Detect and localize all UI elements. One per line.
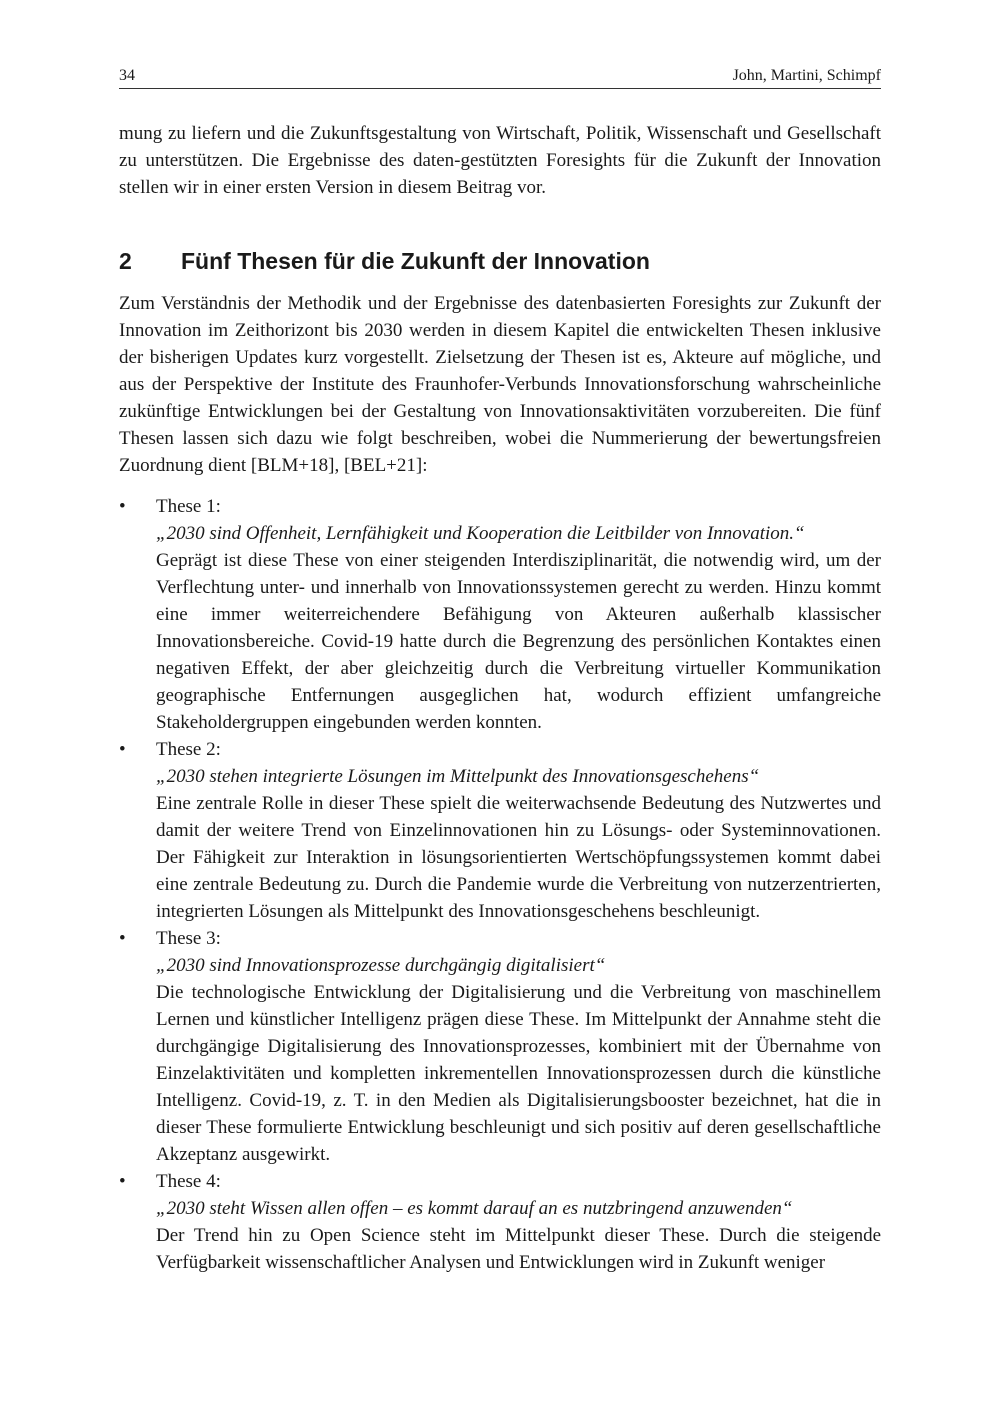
- page-number: 34: [119, 67, 135, 84]
- thesis-text: Geprägt ist diese These von einer steigenden Interdisziplinarität, die notwendig wird, um der Verflechtung unter- und innerhalb von Innovationssystemen gerecht zu werden. Hinzu kommt eine immer weiterreichendere Befähigung von Akteuren außerhalb klassischer Innovationsbereiche. Covid-19 hatte durch die Begrenzung des persönlichen Kontaktes einen negativen Effekt, der aber gleichzeitig durch die Verbreitung virtueller Kommunikation geographische Entfernungen ausgeglichen hat, wodurch effizient umfangreiche Stakeholdergruppen eingebunden werden konnten.: [156, 550, 881, 733]
- thesis-label: These 1:: [156, 496, 221, 517]
- bullet-icon: •: [119, 739, 126, 760]
- list-item-thesis-3: [119, 925, 881, 1168]
- thesis-quote: „2030 steht Wissen allen offen – es kommt darauf an es nutzbringend anzuwenden“: [156, 1198, 793, 1219]
- bullet-icon: •: [119, 496, 126, 517]
- list-item-thesis-1: [119, 493, 881, 736]
- intro-paragraph: mung zu liefern und die Zukunftsgestaltung von Wirtschaft, Politik, Wissenschaft und Gesellschaft zu unterstützen. Die Ergebnisse des daten-gestützten Foresights für die Zukunft der Innovation stellen wir in einer ersten Version in diesem Beitrag vor.: [119, 123, 881, 198]
- bullet-icon: •: [119, 928, 126, 949]
- section-body-paragraph: Zum Verständnis der Methodik und der Ergebnisse des datenbasierten Foresights zur Zukunft der Innovation im Zeithorizont bis 2030 werden in diesem Kapitel die entwickelten Thesen inklusive der bisherigen Updates kurz vorgestellt. Zielsetzung der Thesen ist es, Akteure auf mögliche, und aus der Perspektive der Institute des Fraunhofer-Verbunds Innovationsforschung wahrscheinliche zukünftige Entwicklungen bei der Gestaltung von Innovationsaktivitäten vorzubereiten. Die fünf Thesen lassen sich dazu wie folgt beschreiben, wobei die Nummerierung der bewertungsfreien Zuordnung dient [BLM+18], [BEL+21]:: [119, 293, 881, 476]
- thesis-label: These 2:: [156, 739, 221, 760]
- thesis-quote: „2030 stehen integrierte Lösungen im Mittelpunkt des Innovationsgeschehens“: [156, 766, 760, 787]
- list-item-thesis-2: [119, 736, 881, 925]
- theses-list: [119, 493, 881, 1276]
- list-item-thesis-4: [119, 1168, 881, 1276]
- thesis-quote: „2030 sind Innovationsprozesse durchgängig digitalisiert“: [156, 955, 606, 976]
- thesis-label: These 4:: [156, 1171, 221, 1192]
- thesis-label: These 3:: [156, 928, 221, 949]
- running-header: [119, 66, 881, 89]
- thesis-quote: „2030 sind Offenheit, Lernfähigkeit und Kooperation die Leitbilder von Innovation.“: [156, 523, 805, 544]
- thesis-text: Der Trend hin zu Open Science steht im Mittelpunkt dieser These. Durch die steigende Verfügbarkeit wissenschaftlicher Analysen und Entwicklungen wird in Zukunft weniger: [156, 1225, 881, 1273]
- running-header-authors: John, Martini, Schimpf: [732, 67, 881, 84]
- thesis-text: Eine zentrale Rolle in dieser These spielt die weiterwachsende Bedeutung des Nutzwertes und damit der weitere Trend von Einzelinnovationen hin zu Lösungs- oder Systeminnovationen. Der Fähigkeit zur Interaktion in lösungsorientierten Wertschöpfungssystemen kommt dabei eine zentrale Bedeutung zu. Durch die Pandemie wurde die Verbreitung von nutzerzentrierten, integrierten Lösungen als Mittelpunkt des Innovationsgeschehens beschleunigt.: [156, 793, 881, 922]
- section-number: 2: [119, 248, 132, 274]
- bullet-icon: •: [119, 1171, 126, 1192]
- thesis-text: Die technologische Entwicklung der Digitalisierung und die Verbreitung von maschinellem Lernen und künstlicher Intelligenz prägen diese These. Im Mittelpunkt der Annahme steht die durchgängige Digitalisierung des Innovationsprozesses, kombiniert mit der Übernahme von Einzelaktivitäten und kompletten inkrementellen Innovationsprozessen durch die künstliche Intelligenz. Covid-19, z. T. in den Medien als Digitalisierungsbooster bezeichnet, hat die in dieser These formulierte Entwicklung beschleunigt und sich positiv auf deren gesellschaftliche Akzeptanz ausgewirkt.: [156, 982, 881, 1165]
- section-title: Fünf Thesen für die Zukunft der Innovation: [181, 248, 650, 274]
